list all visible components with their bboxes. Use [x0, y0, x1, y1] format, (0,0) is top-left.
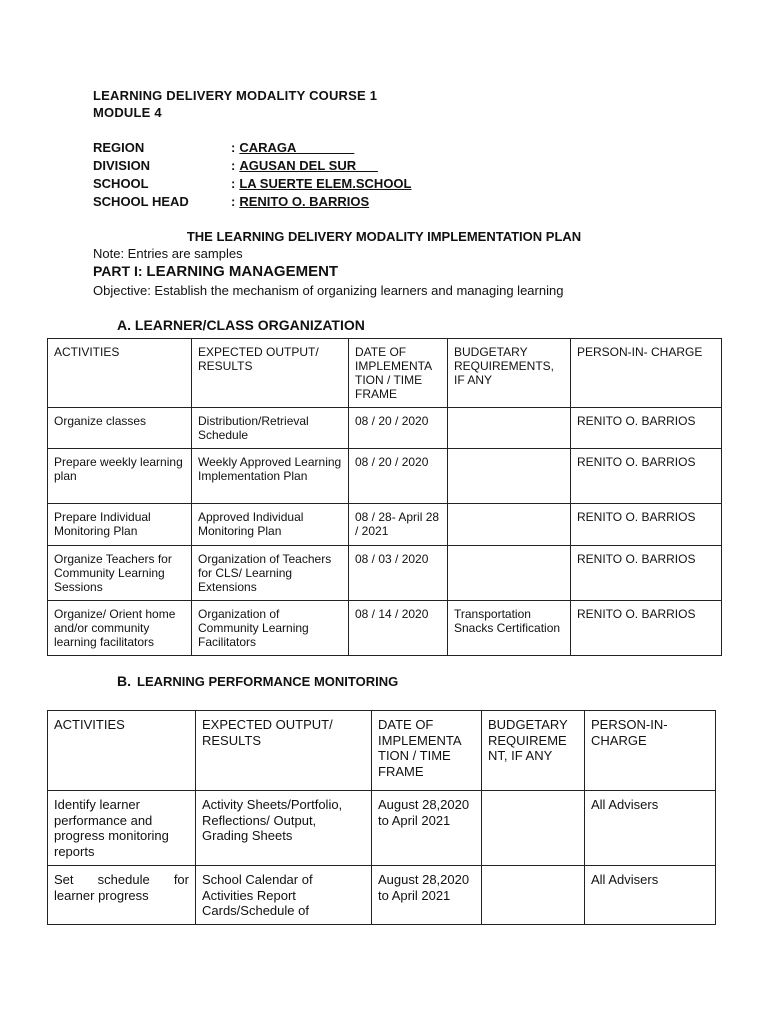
table-row: [48, 546, 722, 601]
table-row: [48, 866, 716, 925]
part-prefix: PART I:: [93, 263, 143, 279]
table-row: [48, 791, 716, 866]
table-row: [48, 601, 722, 656]
table-cell: August 28,2020 to April 2021: [372, 791, 482, 866]
table-cell: All Advisers: [585, 866, 716, 925]
plan-title: THE LEARNING DELIVERY MODALITY IMPLEMENTATION PLAN: [186, 229, 582, 244]
info-separator: :: [231, 176, 236, 191]
table-cell: Weekly Approved Learning Implementation Plan: [192, 449, 349, 504]
table-row: [48, 408, 722, 449]
table-cell: RENITO O. BARRIOS: [571, 601, 722, 656]
table-header-row: [48, 339, 722, 408]
info-separator: :: [231, 194, 236, 209]
table-cell: Organize classes: [48, 408, 192, 449]
info-value: LA SUERTE ELEM.SCHOOL: [239, 176, 412, 191]
header-cell: PERSON-IN- CHARGE: [585, 711, 716, 791]
table-cell: 08 / 03 / 2020: [349, 546, 448, 601]
info-label: REGION: [93, 140, 145, 155]
table-cell: All Advisers: [585, 791, 716, 866]
table-cell: Approved Individual Monitoring Plan: [192, 504, 349, 546]
module-title: MODULE 4: [93, 105, 162, 120]
header-cell: PERSON-IN- CHARGE: [571, 339, 722, 408]
table-cell: School Calendar of Activities Report Cards/Schedule of: [196, 866, 372, 925]
table-cell: [448, 504, 571, 546]
table-cell: 08 / 28- April 28 / 2021: [349, 504, 448, 546]
info-value: AGUSAN DEL SUR___: [239, 158, 378, 173]
table-cell: RENITO O. BARRIOS: [571, 546, 722, 601]
table-cell: Prepare weekly learning plan: [48, 449, 192, 504]
objective: Objective: Establish the mechanism of organizing learners and managing learning: [93, 283, 564, 298]
header-cell: DATE OF IMPLEMENTA TION / TIME FRAME: [349, 339, 448, 408]
table-cell: Organize Teachers for Community Learning Sessions: [48, 546, 192, 601]
table-cell: Organize/ Orient home and/or community learning facilitators: [48, 601, 192, 656]
table-cell: [448, 408, 571, 449]
info-label: SCHOOL HEAD: [93, 194, 189, 209]
table-cell: Organization of Community Learning Facilitators: [192, 601, 349, 656]
table-cell: RENITO O. BARRIOS: [571, 504, 722, 546]
table-cell: RENITO O. BARRIOS: [571, 449, 722, 504]
note: Note: Entries are samples: [93, 246, 243, 261]
table-row: [48, 504, 722, 546]
learner-organization-table: [47, 338, 722, 656]
table-cell: Activity Sheets/Portfolio, Reflections/ Output, Grading Sheets: [196, 791, 372, 866]
info-separator: :: [231, 140, 236, 155]
table-cell: [482, 866, 585, 925]
table-cell: Organization of Teachers for CLS/ Learning Extensions: [192, 546, 349, 601]
table-cell: August 28,2020 to April 2021: [372, 866, 482, 925]
section-a-title: A. LEARNER/CLASS ORGANIZATION: [117, 317, 365, 333]
table-cell: 08 / 20 / 2020: [349, 408, 448, 449]
header-cell: ACTIVITIES: [48, 339, 192, 408]
part-title: [93, 263, 338, 280]
info-label: SCHOOL: [93, 176, 149, 191]
info-row-division: [93, 158, 378, 173]
table-row: [48, 449, 722, 504]
table-cell: Transportation Snacks Certification: [448, 601, 571, 656]
header-cell: EXPECTED OUTPUT/ RESULTS: [196, 711, 372, 791]
part-name: LEARNING MANAGEMENT: [146, 263, 339, 280]
table-cell: 08 / 14 / 2020: [349, 601, 448, 656]
info-label: DIVISION: [93, 158, 151, 173]
table-cell: Set schedule for learner progress: [48, 866, 196, 925]
table-cell: [448, 546, 571, 601]
table-cell: Identify learner performance and progress monitoring reports: [48, 791, 196, 866]
section-b-name: LEARNING PERFORMANCE MONITORING: [137, 674, 399, 689]
table-cell: [448, 449, 571, 504]
info-row-region: [93, 140, 354, 155]
info-row-school: [93, 176, 411, 191]
header-cell: BUDGETARY REQUIREMENTS, IF ANY: [448, 339, 571, 408]
header-cell: DATE OF IMPLEMENTA TION / TIME FRAME: [372, 711, 482, 791]
table-cell: Distribution/Retrieval Schedule: [192, 408, 349, 449]
header-cell: EXPECTED OUTPUT/ RESULTS: [192, 339, 349, 408]
section-b-letter: B.: [117, 673, 131, 689]
table-cell: 08 / 20 / 2020: [349, 449, 448, 504]
header-cell: ACTIVITIES: [48, 711, 196, 791]
info-value: CARAGA________: [239, 140, 355, 155]
info-value: RENITO O. BARRIOS: [239, 194, 370, 209]
table-cell: Prepare Individual Monitoring Plan: [48, 504, 192, 546]
section-b-title: [117, 673, 398, 689]
info-separator: :: [231, 158, 236, 173]
table-cell: RENITO O. BARRIOS: [571, 408, 722, 449]
course-title: LEARNING DELIVERY MODALITY COURSE 1: [93, 88, 378, 103]
info-row-school-head: [93, 194, 369, 209]
performance-monitoring-table: [47, 710, 716, 925]
table-cell: [482, 791, 585, 866]
header-cell: BUDGETARY REQUIREME NT, IF ANY: [482, 711, 585, 791]
table-header-row: [48, 711, 716, 791]
